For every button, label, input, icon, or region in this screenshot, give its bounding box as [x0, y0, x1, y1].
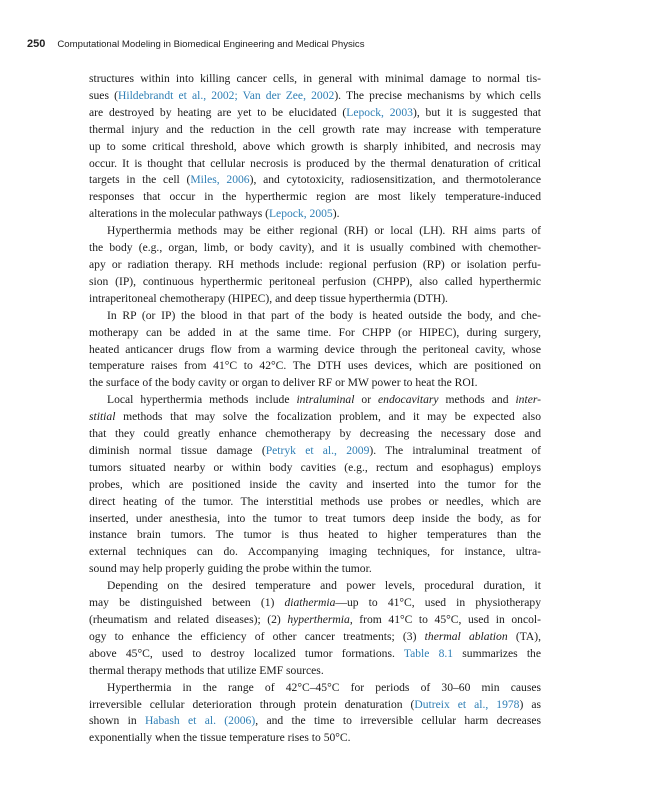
text-line: responses that occur in the hyperthermic region are most likely temperature-induced [89, 190, 541, 204]
text-line: temperature raises from 41°C to 42°C. The DTH uses devices, which are positioned on [89, 359, 541, 373]
text-line: intraperitoneal chemotherapy (HIPEC), and deep tissue hyperthermia (DTH). [89, 291, 448, 305]
text-line: sion (IP), continuous hyperthermic peritoneal perfusion (CHPP), also called hyperthermic [89, 274, 541, 288]
text-line: Depending on the desired temperature and power levels, procedural duration, it [107, 579, 541, 593]
text-line: ogy to enhance the efficiency of other cancer treatments; (3) thermal ablation (TA), [89, 629, 541, 643]
text-line: direct heating of the tumor. The interstitial methods use probes or needles, which are [89, 494, 541, 508]
emphasized-term: intraluminal [296, 393, 355, 407]
text-line: stitial methods that may solve the focalization problem, and it may be expected also [89, 410, 541, 424]
emphasized-term: inter- [515, 393, 541, 407]
text-line: sound may help properly guiding the probe within the tumor. [89, 562, 372, 576]
text-line: that they could greatly enhance chemotherapy by decreasing the necessary dose and [89, 427, 541, 441]
text-line: exponentially when the tissue temperature rises to 50°C. [89, 731, 351, 745]
text-line: diminish normal tissue damage (Petryk et al., 2009). The intraluminal treatment of [89, 443, 542, 457]
text-line: thermal therapy methods that utilize EMF sources. [89, 663, 324, 677]
citation-link[interactable]: Lepock, 2003 [346, 105, 413, 119]
text-line: the body (e.g., organ, limb, or body cavity), and it is usually combined with chemother- [89, 241, 541, 255]
running-head [27, 38, 365, 50]
text-line: may be distinguished between (1) diathermia—up to 41°C, used in physiotherapy [89, 596, 541, 610]
citation-link[interactable]: Petryk et al., 2009 [265, 443, 370, 457]
emphasized-term: diathermia [284, 596, 336, 610]
text-line: Hyperthermia in the range of 42°C–45°C for periods of 30–60 min causes [107, 680, 541, 694]
emphasized-term: thermal ablation [424, 629, 508, 643]
text-line: occur. It is thought that cellular necrosis is produced by the thermal denaturation of critical [89, 156, 541, 170]
emphasized-term: stitial [89, 410, 116, 424]
text-line: Hyperthermia methods may be either regional (RH) or local (LH). RH aims parts of [107, 224, 541, 238]
text-line: shown in Habash et al. (2006), and the time to irreversible cellular harm decreases [89, 714, 541, 728]
citation-link[interactable]: Dutreix et al., 1978 [414, 697, 520, 711]
page-number: 250 [27, 38, 46, 50]
text-line: thermal injury and the reduction in the cell growth rate may increase with temperature [89, 122, 541, 136]
text-line: In RP (or IP) the blood in that part of the body is heated outside the body, and che- [107, 308, 541, 322]
citation-link[interactable]: Lepock, 2005 [268, 207, 333, 221]
text-line: instance brain tumors. The tumor is thus heated to higher temperatures than the [89, 528, 541, 542]
paragraph [89, 392, 541, 578]
text-line: irreversible cellular deterioration through protein denaturation (Dutreix et al., 1978) as [89, 697, 541, 711]
text-line: (rheumatism and related diseases); (2) hyperthermia, from 41°C to 45°C, used in oncol- [89, 613, 541, 626]
text-line: Local hyperthermia methods include intraluminal or endocavitary methods and inter- [107, 393, 541, 407]
paragraph [89, 71, 541, 223]
citation-link[interactable]: Miles, 2006 [190, 173, 250, 187]
citation-link[interactable]: Hildebrandt et al., 2002; Van der Zee, 2002 [117, 88, 335, 102]
text-line: structures within into killing cancer cells, in general with minimal damage to normal tis- [89, 72, 541, 85]
text-line: targets in the cell (Miles, 2006), and cytotoxicity, radiosensitization, and thermotolerance [89, 173, 541, 187]
text-line: are destroyed by heating are yet to be elucidated (Lepock, 2003), but it is suggested that [89, 105, 541, 119]
emphasized-term: hyperthermia [287, 613, 350, 626]
text-line: heated anticancer drugs flow from a warming device through the peritoneal cavity, whose [89, 342, 541, 356]
paragraph [89, 680, 541, 748]
paragraph [89, 308, 541, 393]
body-text [89, 71, 541, 747]
text-line: up to some critical threshold, above which growth is sharply inhibited, and necrosis may [89, 139, 541, 153]
paragraph [89, 223, 541, 308]
text-line: motherapy can be added in at the same time. For CHPP (or HIPEC), during surgery, [89, 325, 541, 339]
text-line: external techniques can do. Accompanying imaging techniques, for instance, ultra- [89, 545, 541, 559]
citation-link[interactable]: Table 8.1 [403, 646, 454, 660]
text-line: apy or radiation therapy. RH methods include: regional perfusion (RP) or isolation perfu- [89, 257, 541, 271]
text-line: alterations in the molecular pathways (Lepock, 2005). [89, 207, 340, 221]
text-line: inserted, under anesthesia, into the tumor to treat tumors deep inside the body, as for [89, 511, 541, 525]
text-line: probes, which are positioned inside the cavity and inserted into the tumor for the [89, 477, 541, 491]
citation-link[interactable]: Habash et al. (2006) [144, 714, 256, 728]
text-line: the surface of the body cavity or organ to deliver RF or MW power to heat the ROI. [89, 376, 478, 390]
text-line: above 45°C, used to destroy localized tumor formations. Table 8.1 summarizes the [89, 646, 541, 660]
book-title: Computational Modeling in Biomedical Engineering and Medical Physics [57, 39, 365, 50]
emphasized-term: endocavitary [378, 393, 439, 407]
text-line: sues (Hildebrandt et al., 2002; Van der Zee, 2002). The precise mechanisms by which cells [89, 88, 541, 102]
text-line: tumors situated nearby or within body cavities (e.g., rectum and esophagus) employs [89, 460, 541, 474]
paragraph [89, 578, 541, 679]
